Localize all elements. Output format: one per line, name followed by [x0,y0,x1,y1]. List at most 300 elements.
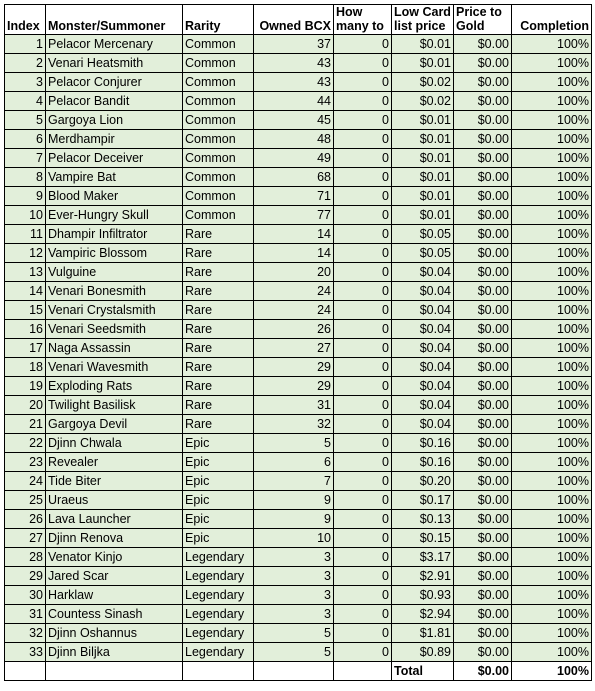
cell-how-many[interactable]: 0 [334,320,392,339]
cell-low-card[interactable]: $0.04 [392,339,454,358]
cell-completion[interactable]: 100% [512,339,592,358]
cell-rarity[interactable]: Rare [183,396,254,415]
cell-owned[interactable]: 37 [254,35,334,54]
cell-index[interactable]: 24 [5,472,46,491]
cell-how-many[interactable]: 0 [334,73,392,92]
total-label[interactable]: Total [392,662,454,681]
cell-index[interactable]: 10 [5,206,46,225]
cell-rarity[interactable]: Common [183,111,254,130]
cell-owned[interactable]: 20 [254,263,334,282]
cell-low-card[interactable]: $0.02 [392,92,454,111]
cell-completion[interactable]: 100% [512,35,592,54]
cell-owned[interactable]: 71 [254,187,334,206]
cell-monster[interactable]: Countess Sinash [46,605,183,624]
cell-low-card[interactable]: $0.17 [392,491,454,510]
cell-monster[interactable]: Djinn Chwala [46,434,183,453]
table-row [5,111,592,130]
header-price-gold[interactable]: Price to Gold [454,5,512,35]
cell-owned[interactable]: 9 [254,510,334,529]
cell-how-many[interactable]: 0 [334,149,392,168]
cell-how-many[interactable]: 0 [334,187,392,206]
cell-how-many[interactable]: 0 [334,244,392,263]
cell-rarity[interactable]: Rare [183,225,254,244]
cell-completion[interactable]: 100% [512,605,592,624]
cell-how-many[interactable]: 0 [334,92,392,111]
cell-price-gold[interactable]: $0.00 [454,605,512,624]
cell-price-gold[interactable]: $0.00 [454,282,512,301]
cell-monster[interactable]: Uraeus [46,491,183,510]
cell-price-gold[interactable]: $0.00 [454,643,512,662]
cell-monster[interactable]: Jared Scar [46,567,183,586]
cell-price-gold[interactable]: $0.00 [454,396,512,415]
cell-price-gold[interactable]: $0.00 [454,358,512,377]
cell-completion[interactable]: 100% [512,73,592,92]
cell-rarity[interactable]: Common [183,149,254,168]
cell-how-many[interactable]: 0 [334,434,392,453]
cell-monster[interactable]: Pelacor Mercenary [46,35,183,54]
cell-index[interactable]: 7 [5,149,46,168]
cell-completion[interactable]: 100% [512,643,592,662]
cell-rarity[interactable]: Legendary [183,643,254,662]
cell-price-gold[interactable]: $0.00 [454,339,512,358]
cell-index[interactable]: 6 [5,130,46,149]
cell-index[interactable]: 23 [5,453,46,472]
cell-low-card[interactable]: $2.91 [392,567,454,586]
cell-price-gold[interactable]: $0.00 [454,54,512,73]
cell-how-many[interactable]: 0 [334,548,392,567]
cell-price-gold[interactable]: $0.00 [454,453,512,472]
cell-low-card[interactable]: $0.04 [392,320,454,339]
cell-rarity[interactable]: Legendary [183,624,254,643]
header-how-many[interactable]: How many to [334,5,392,35]
cell-low-card[interactable]: $0.89 [392,643,454,662]
table-row [5,529,592,548]
cell-how-many[interactable]: 0 [334,605,392,624]
cell-owned[interactable]: 43 [254,54,334,73]
header-rarity[interactable]: Rarity [183,5,254,35]
cell-index[interactable]: 31 [5,605,46,624]
cell-owned[interactable]: 5 [254,643,334,662]
cell-low-card[interactable]: $0.01 [392,206,454,225]
cell-low-card[interactable]: $1.81 [392,624,454,643]
cell-price-gold[interactable]: $0.00 [454,187,512,206]
cell-monster[interactable]: Djinn Oshannus [46,624,183,643]
cell-rarity[interactable]: Epic [183,510,254,529]
cell-index[interactable]: 19 [5,377,46,396]
cell-monster[interactable]: Venari Heatsmith [46,54,183,73]
cell-low-card[interactable]: $2.94 [392,605,454,624]
cell-how-many[interactable]: 0 [334,586,392,605]
cell-index[interactable]: 12 [5,244,46,263]
cell-index[interactable]: 3 [5,73,46,92]
cell-low-card[interactable]: $0.05 [392,225,454,244]
table-row [5,206,592,225]
cell-rarity[interactable]: Common [183,130,254,149]
cell-rarity[interactable]: Common [183,35,254,54]
cell-how-many[interactable]: 0 [334,225,392,244]
cell-how-many[interactable]: 0 [334,263,392,282]
cell-index[interactable]: 20 [5,396,46,415]
cell-low-card[interactable]: $0.13 [392,510,454,529]
cell-low-card[interactable]: $0.15 [392,529,454,548]
cell-monster[interactable]: Pelacor Bandit [46,92,183,111]
table-row [5,35,592,54]
header-monster[interactable]: Monster/Summoner [46,5,183,35]
cell-low-card[interactable]: $0.01 [392,35,454,54]
spreadsheet-grid [4,4,592,681]
cell-rarity[interactable]: Rare [183,263,254,282]
cell-owned[interactable]: 7 [254,472,334,491]
cell-low-card[interactable]: $0.16 [392,453,454,472]
cell-monster[interactable]: Vulguine [46,263,183,282]
table-row [5,491,592,510]
cell-index[interactable]: 4 [5,92,46,111]
cell-index[interactable]: 14 [5,282,46,301]
cell-low-card[interactable]: $0.01 [392,54,454,73]
cell-how-many[interactable]: 0 [334,339,392,358]
cell-completion[interactable]: 100% [512,320,592,339]
cell-price-gold[interactable]: $0.00 [454,111,512,130]
cell-index[interactable]: 29 [5,567,46,586]
cell-completion[interactable]: 100% [512,168,592,187]
cell-completion[interactable]: 100% [512,111,592,130]
cell-completion[interactable]: 100% [512,206,592,225]
cell-low-card[interactable]: $0.05 [392,244,454,263]
cell-low-card[interactable]: $0.04 [392,263,454,282]
cell-owned[interactable]: 26 [254,320,334,339]
cell-rarity[interactable]: Epic [183,529,254,548]
cell-how-many[interactable]: 0 [334,643,392,662]
table-row [5,54,592,73]
cell-price-gold[interactable]: $0.00 [454,567,512,586]
cell-completion[interactable]: 100% [512,244,592,263]
cell-owned[interactable]: 68 [254,168,334,187]
cell-price-gold[interactable]: $0.00 [454,92,512,111]
cell-how-many[interactable]: 0 [334,529,392,548]
cell-completion[interactable]: 100% [512,149,592,168]
cell-completion[interactable]: 100% [512,263,592,282]
cell-price-gold[interactable]: $0.00 [454,320,512,339]
table-row [5,358,592,377]
cell-rarity[interactable]: Rare [183,377,254,396]
cell-low-card[interactable]: $0.04 [392,396,454,415]
cell-price-gold[interactable]: $0.00 [454,225,512,244]
cell-owned[interactable]: 10 [254,529,334,548]
cell-index[interactable]: 30 [5,586,46,605]
table-row [5,472,592,491]
cell-monster[interactable]: Ever-Hungry Skull [46,206,183,225]
cell-low-card[interactable]: $0.04 [392,358,454,377]
cell-low-card[interactable]: $0.04 [392,377,454,396]
cell-monster[interactable]: Blood Maker [46,187,183,206]
cell-owned[interactable]: 43 [254,73,334,92]
cell-monster[interactable]: Dhampir Infiltrator [46,225,183,244]
cell-owned[interactable]: 14 [254,225,334,244]
cell-how-many[interactable]: 0 [334,472,392,491]
cell-rarity[interactable]: Rare [183,320,254,339]
cell-rarity[interactable]: Rare [183,415,254,434]
cell-price-gold[interactable]: $0.00 [454,130,512,149]
sheet-body [5,5,592,681]
cell-how-many[interactable]: 0 [334,168,392,187]
cell-empty[interactable] [5,662,46,681]
cell-index[interactable]: 21 [5,415,46,434]
cell-completion[interactable]: 100% [512,529,592,548]
cell-monster[interactable]: Exploding Rats [46,377,183,396]
cell-how-many[interactable]: 0 [334,130,392,149]
cell-low-card[interactable]: $3.17 [392,548,454,567]
cell-rarity[interactable]: Rare [183,282,254,301]
cell-price-gold[interactable]: $0.00 [454,529,512,548]
cell-owned[interactable]: 49 [254,149,334,168]
cell-completion[interactable]: 100% [512,187,592,206]
cell-monster[interactable]: Pelacor Deceiver [46,149,183,168]
cell-index[interactable]: 9 [5,187,46,206]
cell-monster[interactable]: Twilight Basilisk [46,396,183,415]
cell-rarity[interactable]: Common [183,73,254,92]
cell-how-many[interactable]: 0 [334,358,392,377]
cell-completion[interactable]: 100% [512,472,592,491]
cell-low-card[interactable]: $0.04 [392,415,454,434]
cell-owned[interactable]: 5 [254,624,334,643]
cell-owned[interactable]: 14 [254,244,334,263]
cell-owned[interactable]: 3 [254,548,334,567]
cell-low-card[interactable]: $0.04 [392,282,454,301]
table-row [5,624,592,643]
cell-price-gold[interactable]: $0.00 [454,510,512,529]
cell-how-many[interactable]: 0 [334,396,392,415]
cell-how-many[interactable]: 0 [334,54,392,73]
cell-monster[interactable]: Gargoya Lion [46,111,183,130]
cell-index[interactable]: 28 [5,548,46,567]
cell-empty[interactable] [254,662,334,681]
cell-monster[interactable]: Venari Crystalsmith [46,301,183,320]
cell-owned[interactable]: 27 [254,339,334,358]
cell-completion[interactable]: 100% [512,282,592,301]
cell-owned[interactable]: 31 [254,396,334,415]
cell-price-gold[interactable]: $0.00 [454,377,512,396]
cell-price-gold[interactable]: $0.00 [454,168,512,187]
cell-price-gold[interactable]: $0.00 [454,73,512,92]
cell-completion[interactable]: 100% [512,92,592,111]
cell-rarity[interactable]: Legendary [183,586,254,605]
cell-monster[interactable]: Tide Biter [46,472,183,491]
cell-owned[interactable]: 44 [254,92,334,111]
cell-index[interactable]: 15 [5,301,46,320]
cell-completion[interactable]: 100% [512,453,592,472]
cell-rarity[interactable]: Legendary [183,605,254,624]
cell-rarity[interactable]: Common [183,92,254,111]
cell-completion[interactable]: 100% [512,225,592,244]
cell-owned[interactable]: 48 [254,130,334,149]
cell-low-card[interactable]: $0.04 [392,301,454,320]
cell-monster[interactable]: Venator Kinjo [46,548,183,567]
cell-how-many[interactable]: 0 [334,301,392,320]
cell-rarity[interactable]: Epic [183,491,254,510]
cell-price-gold[interactable]: $0.00 [454,149,512,168]
cell-index[interactable]: 32 [5,624,46,643]
cell-rarity[interactable]: Common [183,206,254,225]
cell-completion[interactable]: 100% [512,301,592,320]
cell-monster[interactable]: Harklaw [46,586,183,605]
cell-index[interactable]: 25 [5,491,46,510]
header-completion[interactable]: Completion [512,5,592,35]
cell-owned[interactable]: 77 [254,206,334,225]
cell-owned[interactable]: 29 [254,358,334,377]
cell-low-card[interactable]: $0.01 [392,130,454,149]
cell-monster[interactable]: Pelacor Conjurer [46,73,183,92]
cell-index[interactable]: 13 [5,263,46,282]
cell-owned[interactable]: 45 [254,111,334,130]
cell-how-many[interactable]: 0 [334,35,392,54]
cell-rarity[interactable]: Common [183,187,254,206]
header-owned[interactable]: Owned BCX [254,5,334,35]
cell-how-many[interactable]: 0 [334,415,392,434]
cell-index[interactable]: 18 [5,358,46,377]
cell-low-card[interactable]: $0.01 [392,187,454,206]
cell-low-card[interactable]: $0.02 [392,73,454,92]
cell-owned[interactable]: 5 [254,434,334,453]
cell-monster[interactable]: Venari Bonesmith [46,282,183,301]
cell-monster[interactable]: Venari Seedsmith [46,320,183,339]
cell-completion[interactable]: 100% [512,377,592,396]
cell-price-gold[interactable]: $0.00 [454,415,512,434]
cell-price-gold[interactable]: $0.00 [454,586,512,605]
cell-index[interactable]: 17 [5,339,46,358]
cell-completion[interactable]: 100% [512,548,592,567]
cell-monster[interactable]: Lava Launcher [46,510,183,529]
cell-completion[interactable]: 100% [512,624,592,643]
table-row [5,320,592,339]
cell-rarity[interactable]: Rare [183,339,254,358]
total-row [5,662,592,681]
cell-how-many[interactable]: 0 [334,377,392,396]
cell-low-card[interactable]: $0.16 [392,434,454,453]
total-completion[interactable]: 100% [512,662,592,681]
cell-price-gold[interactable]: $0.00 [454,206,512,225]
cell-owned[interactable]: 9 [254,491,334,510]
cell-index[interactable]: 1 [5,35,46,54]
header-low-card[interactable]: Low Card list price [392,5,454,35]
cell-how-many[interactable]: 0 [334,510,392,529]
cell-index[interactable]: 16 [5,320,46,339]
cell-how-many[interactable]: 0 [334,282,392,301]
cell-owned[interactable]: 24 [254,301,334,320]
cell-completion[interactable]: 100% [512,510,592,529]
cell-owned[interactable]: 32 [254,415,334,434]
table-row [5,282,592,301]
cell-price-gold[interactable]: $0.00 [454,35,512,54]
cell-rarity[interactable]: Epic [183,434,254,453]
table-row [5,187,592,206]
cell-rarity[interactable]: Epic [183,453,254,472]
cell-rarity[interactable]: Rare [183,301,254,320]
cell-low-card[interactable]: $0.01 [392,111,454,130]
cell-empty[interactable] [183,662,254,681]
table-row [5,586,592,605]
cell-how-many[interactable]: 0 [334,453,392,472]
cell-how-many[interactable]: 0 [334,111,392,130]
cell-index[interactable]: 5 [5,111,46,130]
cell-monster[interactable]: Vampiric Blossom [46,244,183,263]
cell-index[interactable]: 33 [5,643,46,662]
cell-low-card[interactable]: $0.01 [392,168,454,187]
cell-low-card[interactable]: $0.93 [392,586,454,605]
cell-monster[interactable]: Revealer [46,453,183,472]
cell-monster[interactable]: Djinn Biljka [46,643,183,662]
cell-monster[interactable]: Venari Wavesmith [46,358,183,377]
cell-completion[interactable]: 100% [512,396,592,415]
cell-owned[interactable]: 24 [254,282,334,301]
cell-completion[interactable]: 100% [512,491,592,510]
cell-index[interactable]: 2 [5,54,46,73]
cell-monster[interactable]: Djinn Renova [46,529,183,548]
cell-monster[interactable]: Naga Assassin [46,339,183,358]
cell-price-gold[interactable]: $0.00 [454,301,512,320]
cell-monster[interactable]: Merdhampir [46,130,183,149]
cell-index[interactable]: 27 [5,529,46,548]
cell-completion[interactable]: 100% [512,358,592,377]
cell-price-gold[interactable]: $0.00 [454,624,512,643]
cell-price-gold[interactable]: $0.00 [454,263,512,282]
cell-owned[interactable]: 3 [254,605,334,624]
cell-price-gold[interactable]: $0.00 [454,548,512,567]
cell-completion[interactable]: 100% [512,567,592,586]
cell-monster[interactable]: Vampire Bat [46,168,183,187]
table-row [5,643,592,662]
cell-index[interactable]: 8 [5,168,46,187]
cell-how-many[interactable]: 0 [334,491,392,510]
cell-rarity[interactable]: Epic [183,472,254,491]
cell-owned[interactable]: 29 [254,377,334,396]
cell-empty[interactable] [334,662,392,681]
table-row [5,453,592,472]
cell-completion[interactable]: 100% [512,586,592,605]
cell-index[interactable]: 26 [5,510,46,529]
cell-completion[interactable]: 100% [512,434,592,453]
cell-index[interactable]: 11 [5,225,46,244]
cell-completion[interactable]: 100% [512,415,592,434]
cell-how-many[interactable]: 0 [334,624,392,643]
cell-owned[interactable]: 3 [254,567,334,586]
cell-price-gold[interactable]: $0.00 [454,472,512,491]
cell-monster[interactable]: Gargoya Devil [46,415,183,434]
cell-completion[interactable]: 100% [512,130,592,149]
cell-how-many[interactable]: 0 [334,206,392,225]
cell-low-card[interactable]: $0.20 [392,472,454,491]
cell-completion[interactable]: 100% [512,54,592,73]
cell-how-many[interactable]: 0 [334,567,392,586]
cell-price-gold[interactable]: $0.00 [454,491,512,510]
cell-rarity[interactable]: Rare [183,358,254,377]
cell-owned[interactable]: 6 [254,453,334,472]
header-index[interactable]: Index [5,5,46,35]
cell-rarity[interactable]: Common [183,54,254,73]
cell-owned[interactable]: 3 [254,586,334,605]
cell-empty[interactable] [46,662,183,681]
table-row [5,548,592,567]
table-row [5,301,592,320]
cell-index[interactable]: 22 [5,434,46,453]
cell-price-gold[interactable]: $0.00 [454,244,512,263]
cell-rarity[interactable]: Rare [183,244,254,263]
cell-low-card[interactable]: $0.01 [392,149,454,168]
cell-rarity[interactable]: Common [183,168,254,187]
cell-price-gold[interactable]: $0.00 [454,434,512,453]
cell-rarity[interactable]: Legendary [183,567,254,586]
total-gold[interactable]: $0.00 [454,662,512,681]
cell-rarity[interactable]: Legendary [183,548,254,567]
